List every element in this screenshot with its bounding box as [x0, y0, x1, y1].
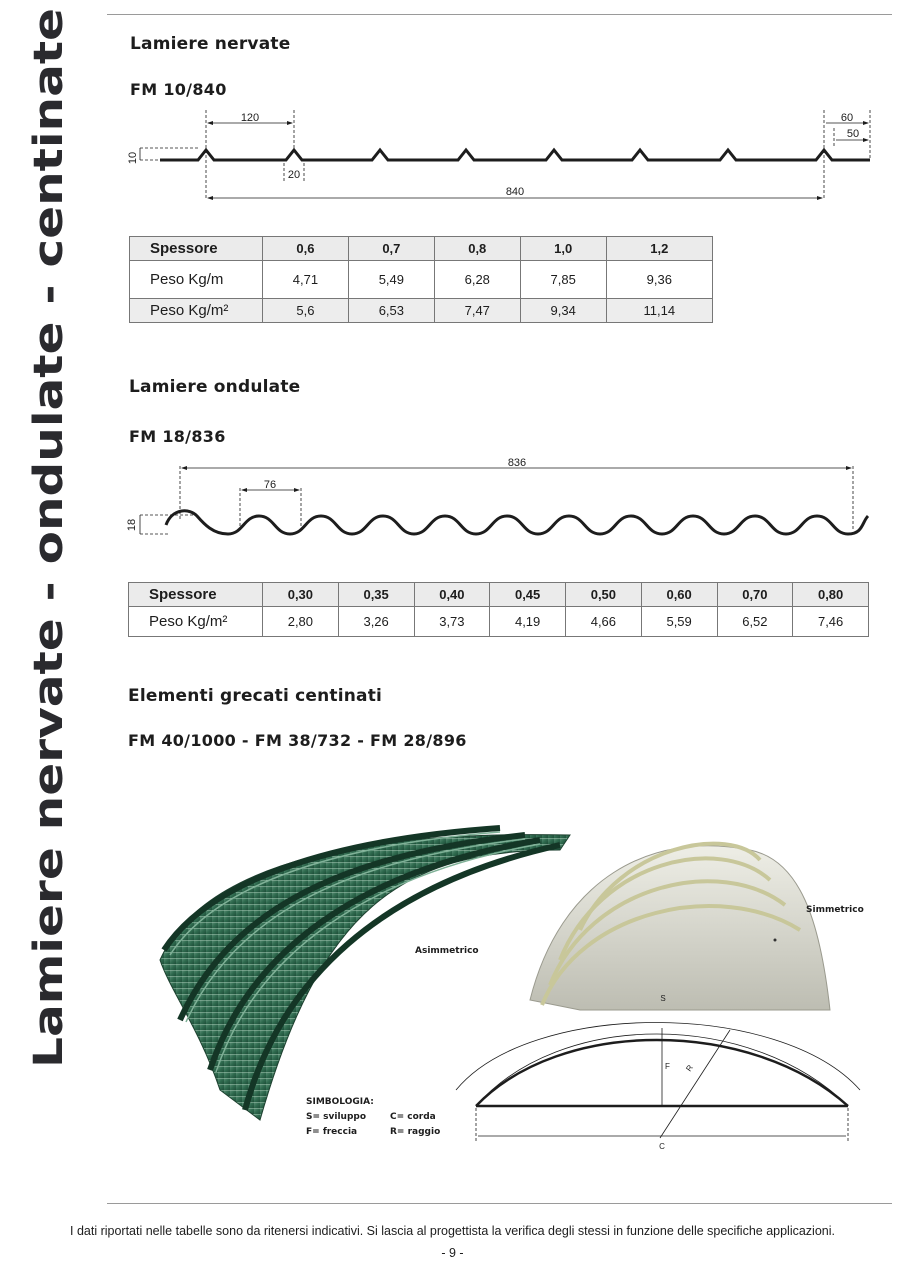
dim-pitch-120: 120	[240, 112, 260, 124]
table-row-label: Peso Kg/m²	[130, 299, 263, 323]
table-cell: 5,59	[641, 607, 717, 637]
table-cell: 7,85	[520, 261, 606, 299]
label-simmetrico: Simmetrico	[806, 905, 864, 915]
table-head-label: Spessore	[129, 583, 263, 607]
nervate-profile	[140, 110, 870, 200]
table-cell: 9,36	[606, 261, 712, 299]
ondulate-dim-labels	[126, 457, 526, 531]
nervate-weight-table	[129, 236, 713, 323]
table-row-label: Peso Kg/m²	[129, 607, 263, 637]
table-cell: 6,53	[348, 299, 434, 323]
legend-item: R= raggio	[390, 1127, 441, 1137]
table-cell: 4,71	[263, 261, 349, 299]
table-cell: 3,73	[414, 607, 490, 637]
table-cell: 0,30	[263, 583, 339, 607]
dim-pitch-76: 76	[263, 479, 277, 491]
arc-label-c: C	[659, 1142, 665, 1151]
table-cell: 3,26	[338, 607, 414, 637]
vertical-side-title	[0, 0, 110, 1280]
table-cell: 6,52	[717, 607, 793, 637]
ondulate-weight-table	[128, 582, 869, 637]
table-cell: 0,45	[490, 583, 566, 607]
arc-label-s: S	[660, 994, 666, 1003]
table-row	[130, 261, 713, 299]
table-row	[130, 299, 713, 323]
nervate-dim-labels	[127, 112, 859, 198]
bottom-divider	[107, 1203, 892, 1204]
section-title-nervate: Lamiere nervate	[130, 34, 291, 54]
table-cell: 2,80	[263, 607, 339, 637]
table-cell: 6,28	[434, 261, 520, 299]
section-title-centinati: Elementi grecati centinati	[128, 686, 383, 706]
model-title-centinati: FM 40/1000 - FM 38/732 - FM 28/896	[128, 731, 467, 750]
model-title-fm18: FM 18/836	[129, 427, 226, 446]
top-divider	[107, 14, 892, 15]
table-cell: 0,6	[263, 237, 349, 261]
dim-width-840: 840	[505, 186, 525, 198]
table-cell: 0,40	[414, 583, 490, 607]
model-title-fm10: FM 10/840	[130, 80, 227, 99]
dim-rib-20: 20	[287, 169, 301, 181]
table-head-row	[129, 583, 869, 607]
side-title-text: Lamiere nervate - ondulate - centinate	[26, 194, 72, 1068]
table-cell: 0,70	[717, 583, 793, 607]
table-cell: 4,66	[566, 607, 642, 637]
dim-height-18: 18	[126, 518, 138, 532]
table-cell: 1,0	[520, 237, 606, 261]
dim-width-836: 836	[507, 457, 527, 469]
arc-geometry-diagram	[450, 990, 880, 1160]
legend-title: SIMBOLOGIA:	[306, 1097, 374, 1107]
table-cell: 7,47	[434, 299, 520, 323]
dim-end-60: 60	[840, 112, 854, 124]
arc-label-r: R	[684, 1063, 695, 1074]
table-cell: 0,80	[793, 583, 869, 607]
legend-item: C= corda	[390, 1112, 436, 1122]
table-cell: 5,49	[348, 261, 434, 299]
table-cell: 4,19	[490, 607, 566, 637]
table-head-row	[130, 237, 713, 261]
table-head-label: Spessore	[130, 237, 263, 261]
table-cell: 0,7	[348, 237, 434, 261]
legend-item: S= sviluppo	[306, 1112, 367, 1122]
arc-label-f: F	[665, 1062, 670, 1071]
symbology-legend	[306, 1095, 440, 1140]
table-cell: 0,60	[641, 583, 717, 607]
legend-item: F= freccia	[306, 1127, 358, 1137]
table-cell: 1,2	[606, 237, 712, 261]
table-cell: 11,14	[606, 299, 712, 323]
ondulate-profile	[140, 466, 868, 534]
footer-disclaimer: I dati riportati nelle tabelle sono da ritenersi indicativi. Si lascia al progettista la verifica degli stessi in funzione delle specifiche applicazioni.	[70, 1224, 835, 1238]
table-cell: 7,46	[793, 607, 869, 637]
page-number: - 9 -	[441, 1246, 464, 1260]
table-cell: 0,35	[338, 583, 414, 607]
table-cell: 5,6	[263, 299, 349, 323]
table-cell: 0,50	[566, 583, 642, 607]
dim-end-50: 50	[846, 128, 860, 140]
section-title-ondulate: Lamiere ondulate	[129, 377, 301, 397]
table-row	[129, 607, 869, 637]
label-asimmetrico: Asimmetrico	[415, 946, 479, 956]
table-cell: 0,8	[434, 237, 520, 261]
table-row-label: Peso Kg/m	[130, 261, 263, 299]
table-cell: 9,34	[520, 299, 606, 323]
dim-height-10: 10	[127, 151, 139, 165]
